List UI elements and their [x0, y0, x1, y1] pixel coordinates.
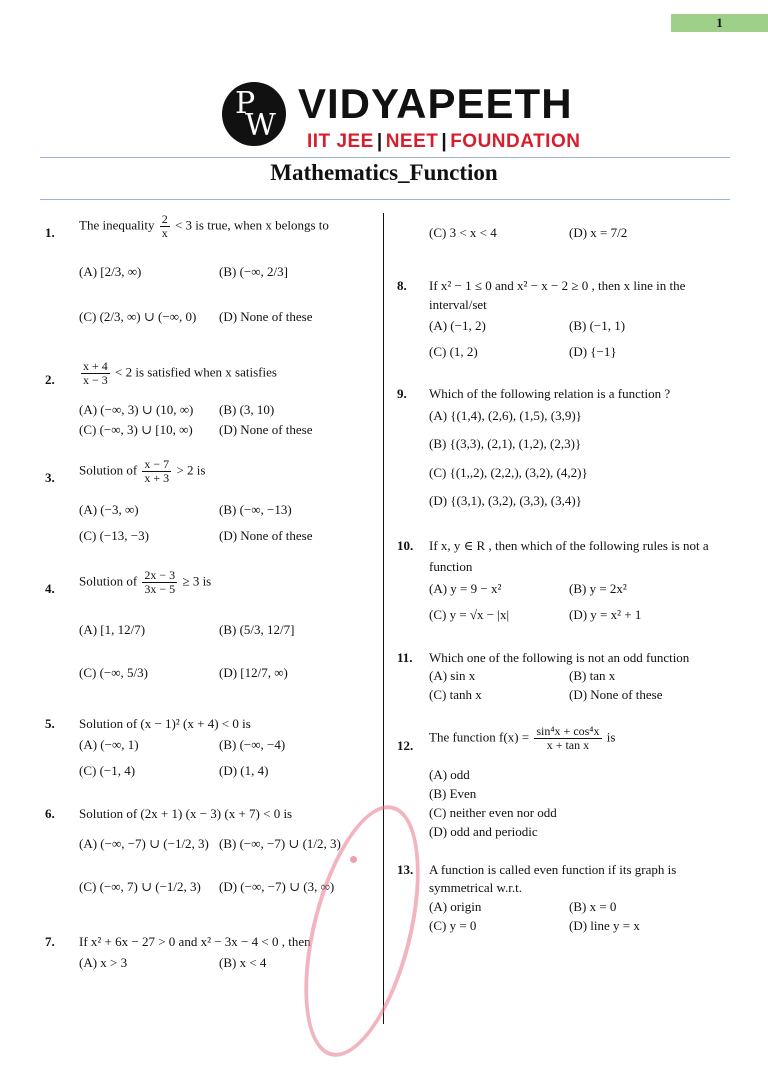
question-text: Which one of the following is not an odd function: [429, 650, 690, 665]
question-text: Solution of (x − 1)² (x + 4) < 0 is: [79, 716, 251, 731]
option-b: (B) (3, 10): [219, 402, 275, 417]
option-d: (D) x = 7/2: [569, 225, 628, 240]
question-number: 5.: [45, 716, 55, 731]
question-text: A function is called even function if its graph is: [429, 862, 677, 877]
question-text-continued: function: [429, 559, 473, 574]
question-text: The function f(x) = $\frac{\text{sin⁴x + cos⁴x}}{\text{x + tan x}}$ is: [429, 724, 616, 753]
page-title: Mathematics_Function: [270, 160, 498, 185]
question-text: If x² − 1 ≤ 0 and x² − x − 2 ≥ 0 , then x line in the: [429, 278, 686, 293]
option-c: (C) (−∞, 3) ∪ [10, ∞): [79, 422, 193, 437]
question-number: 13.: [397, 862, 414, 877]
option-d: (D) (1, 4): [219, 763, 269, 778]
option-b: (B) Even: [429, 786, 477, 801]
option-c: (C) y = √x − |x|: [429, 607, 510, 622]
question-number: 4.: [45, 581, 55, 596]
option-c: (C) (2/3, ∞) ∪ (−∞, 0): [79, 309, 197, 324]
option-c: (C) (−∞, 5/3): [79, 665, 148, 680]
question-text: Which of the following relation is a function ?: [429, 386, 671, 401]
question-number: 9.: [397, 386, 407, 401]
ink-dot-mark: [350, 856, 357, 863]
question-number: 2.: [45, 372, 55, 387]
option-d: (D) {(3,1), (3,2), (3,3), (3,4)}: [429, 493, 582, 508]
option-c: (C) (−1, 4): [79, 763, 136, 778]
question-number: 6.: [45, 806, 55, 821]
option-d: (D) odd and periodic: [429, 824, 538, 839]
option-b: (B) x = 0: [569, 899, 617, 914]
option-b: (B) (−∞, −7) ∪ (1/2, 3): [219, 836, 341, 851]
option-b: (B) (−∞, −13): [219, 502, 292, 517]
option-d: (D) [12/7, ∞): [219, 665, 288, 680]
option-b: (B) (−∞, 2/3]: [219, 264, 288, 279]
option-c: (C) tanh x: [429, 687, 482, 702]
option-a: (A) {(1,4), (2,6), (1,5), (3,9)}: [429, 408, 582, 423]
option-d: (D) (−∞, −7) ∪ (3, ∞): [219, 879, 335, 894]
option-d: (D) y = x² + 1: [569, 607, 642, 622]
option-b: (B) (5/3, 12/7]: [219, 622, 295, 637]
option-c: (C) (1, 2): [429, 344, 478, 359]
question-number: 7.: [45, 934, 55, 949]
option-b: (B) tan x: [569, 668, 616, 683]
option-c: (C) (−∞, 7) ∪ (−1/2, 3): [79, 879, 201, 894]
pw-logo-icon: P W: [222, 82, 286, 146]
option-a: (A) origin: [429, 899, 482, 914]
ink-circle-mark: [282, 794, 441, 1068]
option-c: (C) y = 0: [429, 918, 477, 933]
option-b: (B) y = 2x²: [569, 581, 627, 596]
option-a: (A) [1, 12/7): [79, 622, 146, 637]
option-b: (B) {(3,3), (2,1), (1,2), (2,3)}: [429, 436, 582, 451]
question-number: 1.: [45, 225, 55, 240]
question-text: $\frac{x + 4}{x - 3}$ < 2 is satisfied when x satisfies: [83, 359, 277, 388]
header-rule-top: [40, 157, 730, 158]
question-text: Solution of $\frac{2x - 3}{3x - 5}$ ≥ 3 is: [79, 568, 212, 597]
option-b: (B) x < 4: [219, 955, 267, 970]
option-a: (A) (−∞, 1): [79, 737, 139, 752]
question-number: 11.: [397, 650, 413, 665]
option-d: (D) line y = x: [569, 918, 640, 933]
option-d: (D) None of these: [569, 687, 663, 702]
option-c: (C) 3 < x < 4: [429, 225, 497, 240]
option-d: (D) None of these: [219, 309, 313, 324]
option-a: (A) (−∞, 3) ∪ (10, ∞): [79, 402, 194, 417]
option-a: (A) x > 3: [79, 955, 128, 970]
option-a: (A) y = 9 − x²: [429, 581, 502, 596]
question-text: Solution of $\frac{x - 7}{x + 3}$ > 2 is: [79, 457, 206, 486]
question-text-continued: symmetrical w.r.t.: [429, 880, 523, 895]
option-b: (B) (−1, 1): [569, 318, 626, 333]
option-a: (A) (−3, ∞): [79, 502, 139, 517]
option-c: (C) {(1,,2), (2,2,), (3,2), (4,2)}: [429, 465, 588, 480]
option-d: (D) {−1}: [569, 344, 617, 359]
option-b: (B) (−∞, −4): [219, 737, 286, 752]
question-number: 10.: [397, 538, 414, 553]
question-text: If x² + 6x − 27 > 0 and x² − 3x − 4 < 0 , then: [79, 934, 311, 949]
question-number: 12.: [397, 738, 414, 753]
option-a: (A) sin x: [429, 668, 476, 683]
question-number: 3.: [45, 470, 55, 485]
option-a: (A) [2/3, ∞): [79, 264, 142, 279]
question-text: If x, y ∈ R , then which of the following rules is not a: [429, 538, 709, 553]
option-a: (A) odd: [429, 767, 470, 782]
option-d: (D) None of these: [219, 422, 313, 437]
option-a: (A) (−1, 2): [429, 318, 486, 333]
brand-name: VIDYAPEETH: [298, 80, 573, 127]
option-c: (C) (−13, −3): [79, 528, 149, 543]
question-text: The inequality $\frac{2}{x}$ < 3 is true, when x belongs to: [79, 212, 329, 241]
option-a: (A) (−∞, −7) ∪ (−1/2, 3): [79, 836, 209, 851]
brand-tagline: IIT JEE | NEET | FOUNDATION: [307, 131, 581, 152]
page-number: 1: [671, 14, 768, 32]
question-text: Solution of (2x + 1) (x − 3) (x + 7) < 0 is: [79, 806, 293, 821]
question-number: 8.: [397, 278, 407, 293]
option-d: (D) None of these: [219, 528, 313, 543]
header-rule-bottom: [40, 199, 730, 200]
option-c: (C) neither even nor odd: [429, 805, 557, 820]
question-text-continued: interval/set: [429, 297, 487, 312]
